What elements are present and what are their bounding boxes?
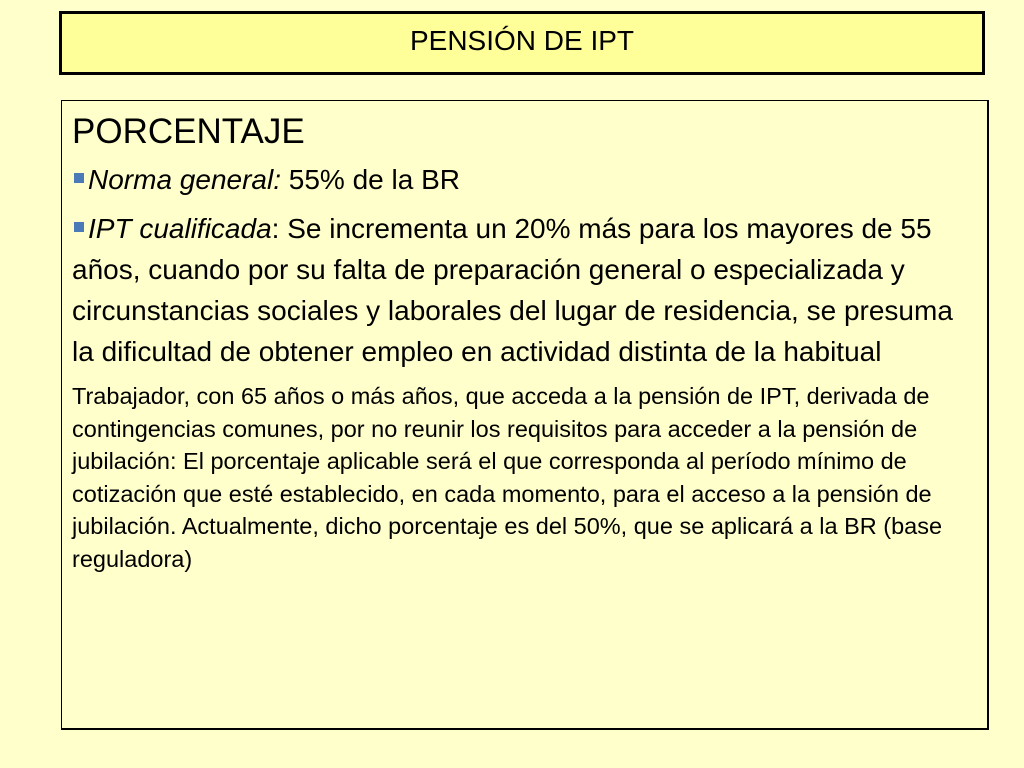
bullet-text: 55% de la BR	[280, 164, 460, 195]
slide-title: PENSIÓN DE IPT	[409, 25, 635, 56]
bullet-ipt-cualificada	[72, 208, 957, 372]
paragraph-trabajador-65: Trabajador, con 65 años o más años, que acceda a la pensión de IPT, derivada de contingencias comunes, por no reunir los requisitos para acceder a la pensión de jubilación: El porcentaje aplicable será el que corresponda al período mínimo de cotización que esté establecido, en cada momento, para el acceso a la pensión de jubilación. Actualmente, dicho porcentaje es del 50%, que se aplicará a la BR (base reguladora)	[72, 383, 943, 572]
bullet-norma-general	[72, 159, 957, 200]
square-bullet-icon	[74, 222, 84, 232]
bullet-label: Norma general:	[88, 164, 281, 195]
bullet-text: : Se incrementa un 20% más para los mayores de 55 años, cuando por su falta de preparación general o especializada y circunstancias sociales y laborales del lugar de residencia, se presuma la dificultad de obtener empleo en actividad distinta de la habitual	[72, 213, 953, 367]
square-bullet-icon	[74, 173, 84, 183]
section-heading: PORCENTAJE	[72, 112, 305, 151]
bullet-label: IPT cualificada	[88, 213, 272, 244]
title-box	[59, 11, 985, 75]
content-box	[61, 100, 989, 730]
